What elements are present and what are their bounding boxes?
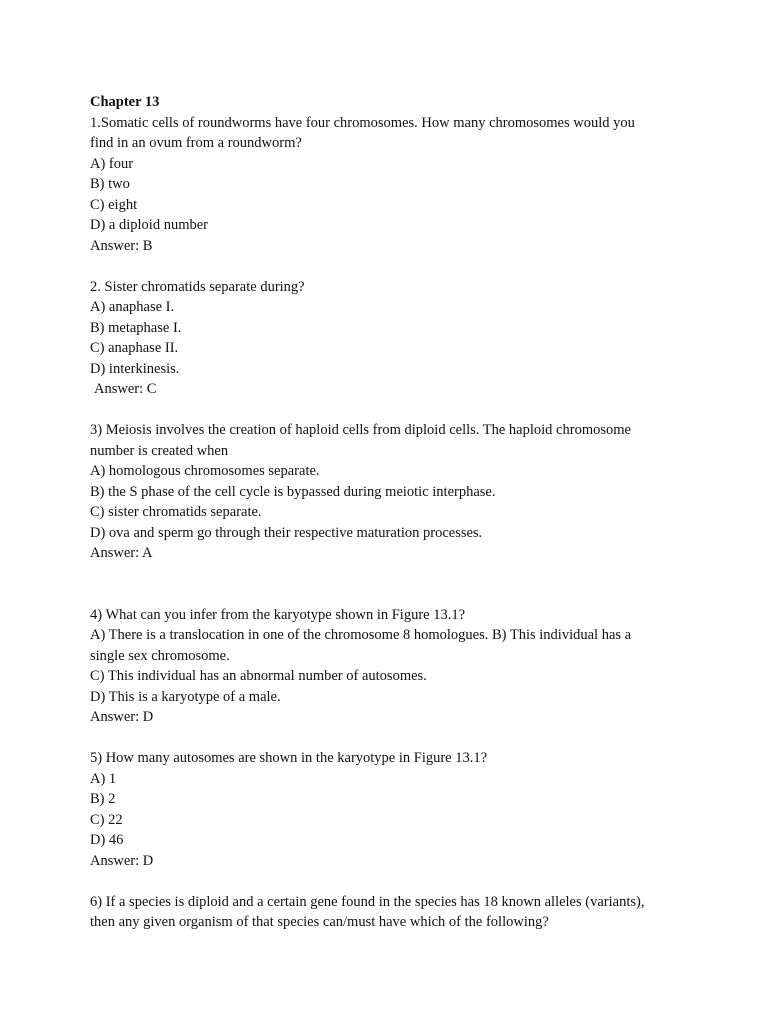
spacer: [90, 564, 680, 585]
question-2-answer: Answer: C: [94, 381, 157, 397]
question-2-option-d: D) interkinesis.: [90, 360, 180, 377]
question-5-stem-line-1: 5) How many autosomes are shown in the karyotype in Figure 13.1?: [90, 750, 488, 766]
question-3-stem-line-2: number is created when: [90, 442, 229, 459]
question-3-option-b: B) the S phase of the cell cycle is bypassed during meiotic interphase.: [90, 483, 496, 500]
question-5-option-c: C) 22: [90, 811, 123, 828]
question-3-option-c: C) sister chromatids separate.: [90, 504, 262, 520]
question-6-stem-line-1: 6) If a species is diploid and a certain gene found in the species has 18 known alleles (variants),: [90, 893, 645, 910]
question-4: [90, 605, 680, 728]
document-page: [90, 92, 680, 933]
question-2: [90, 277, 680, 400]
question-6: [90, 892, 680, 933]
question-4-option-a-and-b: A) There is a translocation in one of the chromosome 8 homologues. B) This individual has a: [90, 627, 632, 643]
chapter-title: Chapter 13: [90, 94, 160, 110]
question-5-option-d: D) 46: [90, 832, 124, 848]
question-3: [90, 420, 680, 564]
question-2-option-c: C) anaphase II.: [90, 340, 179, 356]
question-6-stem-line-2: then any given organism of that species can/must have which of the following?: [90, 914, 549, 930]
question-4-option-b-continued: single sex chromosome.: [90, 647, 230, 664]
spacer: [90, 400, 680, 421]
spacer: [90, 871, 680, 892]
question-5: [90, 748, 680, 871]
question-1-stem-line-1: 1.Somatic cells of roundworms have four chromosomes. How many chromosomes would you: [90, 114, 635, 131]
spacer: [90, 728, 680, 749]
question-2-stem-line-1: 2. Sister chromatids separate during?: [90, 278, 305, 295]
question-4-stem-line-1: 4) What can you infer from the karyotype shown in Figure 13.1?: [90, 606, 466, 623]
spacer: [90, 584, 680, 605]
question-3-option-d: D) ova and sperm go through their respective maturation processes.: [90, 524, 483, 541]
question-4-option-d: D) This is a karyotype of a male.: [90, 688, 281, 705]
spacer: [90, 256, 680, 277]
question-1-stem-line-2: find in an ovum from a roundworm?: [90, 135, 302, 151]
question-1-option-a: A) four: [90, 155, 134, 172]
question-4-option-c: C) This individual has an abnormal number of autosomes.: [90, 668, 427, 684]
question-2-option-a: A) anaphase I.: [90, 299, 175, 315]
question-5-option-b: B) 2: [90, 791, 116, 807]
question-1-option-d: D) a diploid number: [90, 217, 208, 233]
question-1-option-b: B) two: [90, 176, 130, 192]
question-4-answer: Answer: D: [90, 709, 154, 725]
question-1-answer: Answer: B: [90, 237, 153, 254]
question-5-option-a: A) 1: [90, 770, 117, 787]
question-1-option-c: C) eight: [90, 196, 138, 213]
question-3-option-a: A) homologous chromosomes separate.: [90, 463, 320, 479]
question-2-option-b: B) metaphase I.: [90, 319, 182, 336]
question-3-stem-line-1: 3) Meiosis involves the creation of haploid cells from diploid cells. The haploid chromosome: [90, 422, 631, 438]
question-1: [90, 113, 680, 257]
question-5-answer: Answer: D: [90, 852, 154, 869]
question-3-answer: Answer: A: [90, 545, 153, 561]
